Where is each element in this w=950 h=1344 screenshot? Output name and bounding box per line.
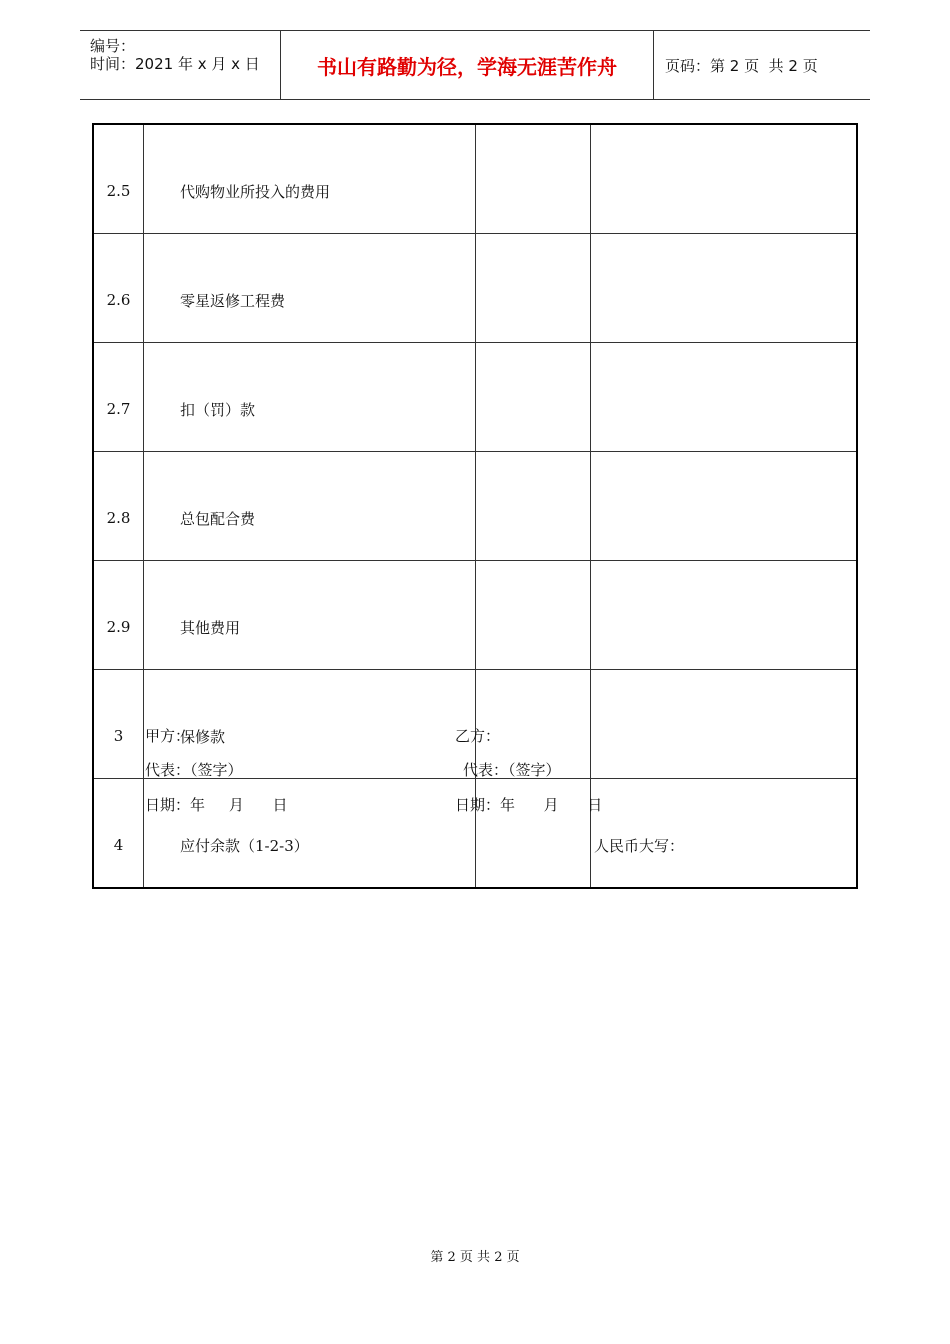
party-b-label: 乙方：	[455, 727, 501, 745]
header-page-info: 页码：第 2 页 共 2 页	[665, 56, 818, 75]
header-motto: 书山有路勤为径，学海无涯苦作舟	[281, 31, 654, 99]
row-note	[591, 452, 858, 561]
party-a-representative: 代表：（签字）	[145, 761, 243, 779]
party-a-label: 甲方：	[145, 727, 191, 745]
time-label: 时间：2021 年 x 月 x 日	[90, 55, 260, 73]
row-note: 人民币大写：	[591, 779, 858, 889]
party-a-date: 日期：年 月 日	[145, 796, 288, 814]
table-row	[93, 234, 857, 343]
row-item: 扣（罚）款	[144, 343, 476, 452]
row-item: 总包配合费	[144, 452, 476, 561]
table-row	[93, 124, 857, 234]
row-amount	[476, 343, 591, 452]
row-note	[591, 124, 858, 234]
row-item: 保修款	[144, 670, 476, 779]
row-note	[591, 234, 858, 343]
party-b-date: 日期：年 月 日	[455, 796, 603, 814]
row-number: 2.7	[93, 343, 144, 452]
row-number: 2.9	[93, 561, 144, 670]
row-note	[591, 343, 858, 452]
row-number: 2.8	[93, 452, 144, 561]
party-b-representative: 代表：（签字）	[463, 761, 561, 779]
header-meta	[80, 31, 281, 99]
row-number: 4	[93, 779, 144, 889]
row-note	[591, 561, 858, 670]
table-row	[93, 343, 857, 452]
page-header	[80, 30, 870, 100]
row-number: 2.6	[93, 234, 144, 343]
row-item: 零星返修工程费	[144, 234, 476, 343]
row-note	[591, 670, 858, 779]
row-item: 应付余款（1-2-3）	[144, 779, 476, 889]
row-amount	[476, 124, 591, 234]
number-label: 编号：	[90, 37, 136, 55]
table-row	[93, 452, 857, 561]
row-amount	[476, 234, 591, 343]
row-item: 其他费用	[144, 561, 476, 670]
page-footer: 第 2 页 共 2 页	[430, 1250, 520, 1265]
row-number: 3	[93, 670, 144, 779]
row-item: 代购物业所投入的费用	[144, 124, 476, 234]
row-amount	[476, 452, 591, 561]
table-row	[93, 561, 857, 670]
row-amount	[476, 561, 591, 670]
row-number: 2.5	[93, 124, 144, 234]
